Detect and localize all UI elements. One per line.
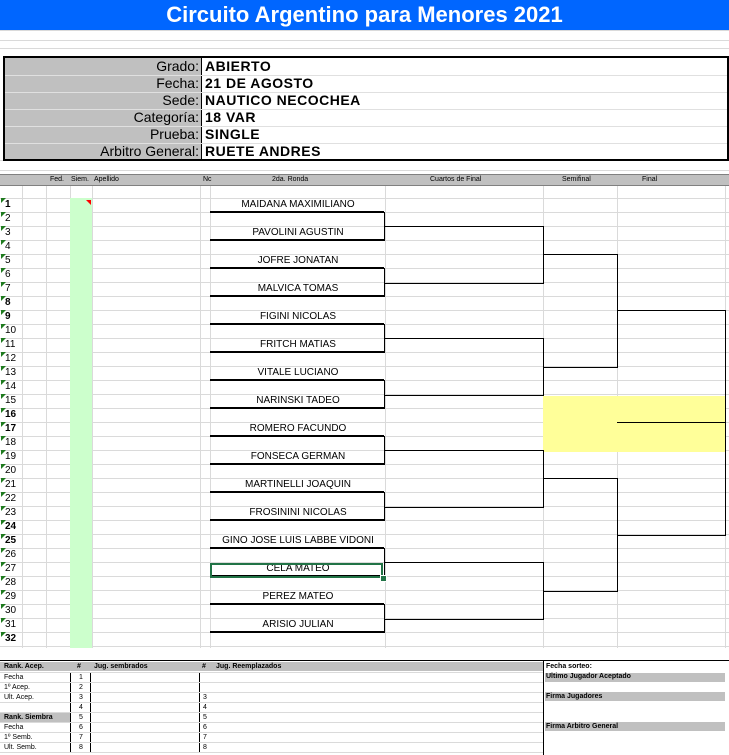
seed-number: 1 [79, 674, 83, 681]
firma-jugadores-label: Firma Jugadores [546, 693, 603, 700]
seed-number: 6 [79, 724, 83, 731]
jug-reemplazados-label: Jug. Reemplazados [216, 663, 282, 670]
row-number: 16 [5, 409, 17, 420]
seed-number: 2 [79, 684, 83, 691]
row-number: 14 [5, 381, 17, 392]
seed-column [70, 198, 92, 648]
firma-arbitro-label: Firma Arbitro General [546, 723, 619, 730]
row-number: 27 [5, 563, 17, 574]
second-round-player[interactable]: FRITCH MATIAS [260, 339, 336, 350]
gridline [0, 40, 729, 41]
bottom-gridline [0, 702, 543, 703]
info-label: Categoría: [133, 109, 199, 125]
second-round-player[interactable]: JOFRE JONATAN [257, 255, 339, 266]
col-header-siem: Siem. [71, 176, 89, 183]
info-value: SINGLE [205, 126, 261, 142]
bottom-gridline [0, 682, 543, 683]
bottom-vline-4 [543, 661, 544, 755]
semi-bracket [543, 254, 618, 368]
info-label: Arbitro General: [100, 143, 199, 159]
bottom-divider [0, 660, 729, 661]
second-round-player[interactable]: ROMERO FACUNDO [249, 423, 347, 434]
row-number: 29 [5, 591, 17, 602]
row-number: 12 [5, 353, 17, 364]
champion-line [617, 422, 725, 423]
quarter-bracket [384, 338, 544, 396]
round2-bracket [210, 268, 385, 297]
gridline [46, 184, 47, 648]
row-number: 23 [5, 507, 17, 518]
second-round-player[interactable]: VITALE LUCIANO [257, 367, 339, 378]
row-number: 1 [5, 199, 11, 210]
row-number: 13 [5, 367, 17, 378]
second-round-player[interactable]: ARISIO JULIAN [262, 619, 334, 630]
info-label: Grado: [156, 58, 199, 74]
tournament-title: Circuito Argentino para Menores 2021 [0, 0, 729, 31]
col-header-nc: Nc [203, 176, 212, 183]
info-value: 21 DE AGOSTO [205, 75, 314, 91]
gridline [0, 48, 729, 49]
row-number: 9 [5, 311, 11, 322]
seed-number: 4 [79, 704, 83, 711]
replace-number: 4 [203, 704, 207, 711]
row-number: 22 [5, 493, 17, 504]
row-number: 4 [5, 241, 11, 252]
row-number: 20 [5, 465, 17, 476]
replace-number: 7 [203, 734, 207, 741]
seed-number: 3 [79, 694, 83, 701]
info-row-fecha[interactable] [5, 75, 727, 93]
bottom-gridline [0, 742, 543, 743]
rank-siembra-label: Rank. Siembra [4, 714, 53, 721]
row-number: 8 [5, 297, 11, 308]
gridline [0, 170, 729, 171]
seed-number: 8 [79, 744, 83, 751]
info-row-sede[interactable] [5, 92, 727, 110]
row-number: 31 [5, 619, 17, 630]
second-round-player[interactable]: MALVICA TOMAS [257, 283, 339, 294]
round2-bracket [210, 604, 385, 633]
bottom-gridline [0, 672, 543, 673]
info-row-prueba[interactable] [5, 126, 727, 144]
row-number: 19 [5, 451, 17, 462]
row-number: 11 [5, 339, 16, 350]
row-number: 17 [5, 423, 17, 434]
quarter-bracket [384, 226, 544, 284]
second-round-player[interactable]: PAVOLINI AGUSTIN [252, 227, 344, 238]
ult-semb-label: Ult. Semb. [4, 744, 37, 751]
hash-label-2: # [202, 663, 206, 670]
info-label: Fecha: [156, 75, 199, 91]
primer-acep-label: 1º Acep. [4, 684, 30, 691]
second-round-player[interactable]: MARTINELLI JOAQUIN [245, 479, 351, 490]
ult-acep-label: Ult. Acep. [4, 694, 34, 701]
bottom-gridline [0, 752, 543, 753]
second-round-player[interactable]: GINO JOSE LUIS LABBE VIDONI [222, 535, 374, 546]
replace-number: 6 [203, 724, 207, 731]
row-number: 5 [5, 255, 11, 266]
final-bracket [617, 310, 726, 536]
gridline [200, 184, 201, 648]
quarter-bracket [384, 562, 544, 620]
row-number: 6 [5, 269, 11, 280]
info-value: NAUTICO NECOCHEA [205, 92, 361, 108]
gridline [92, 184, 93, 648]
info-label: Sede: [162, 92, 199, 108]
info-row-arbitro[interactable] [5, 143, 727, 160]
row-number: 24 [5, 521, 17, 532]
row-number: 2 [5, 213, 11, 224]
gridline [0, 30, 729, 31]
second-round-player[interactable]: FONSECA GERMAN [250, 451, 346, 462]
round2-bracket [210, 492, 385, 521]
selected-cell[interactable] [210, 563, 383, 578]
hash-label: # [77, 663, 81, 670]
col-header-final: Final [642, 176, 658, 183]
info-row-grado[interactable] [5, 58, 727, 76]
fecha-acep-label: Fecha [4, 674, 24, 681]
round2-bracket [210, 212, 385, 241]
round2-bracket [210, 324, 385, 353]
col-header-2da-ronda: 2da. Ronda [272, 176, 309, 183]
info-value: RUETE ANDRES [205, 143, 321, 159]
bottom-gridline [0, 732, 543, 733]
replace-number: 8 [203, 744, 207, 751]
comment-marker [86, 200, 91, 205]
tournament-info-box [3, 56, 729, 161]
info-value: 18 VAR [205, 109, 256, 125]
row-number: 21 [5, 479, 17, 490]
bottom-gridline [0, 722, 543, 723]
col-header-apellido: Apellido [94, 176, 119, 183]
replace-number: 3 [203, 694, 207, 701]
second-round-player[interactable]: MAIDANA MAXIMILIANO [241, 199, 355, 210]
gridline [0, 646, 729, 647]
second-round-player[interactable]: NARINSKI TADEO [256, 395, 340, 406]
rank-acep-label: Rank. Acep. [4, 663, 44, 670]
fecha-sorteo-label: Fecha sorteo: [546, 663, 592, 670]
row-number: 25 [5, 535, 17, 546]
replace-number: 5 [203, 714, 207, 721]
round2-bracket [210, 436, 385, 465]
second-round-player[interactable]: FROSININI NICOLAS [249, 507, 347, 518]
row-number: 28 [5, 577, 17, 588]
col-header-fed: Fed. [50, 176, 65, 183]
quarter-bracket [384, 450, 544, 508]
col-header-cuartos: Cuartos de Final [430, 176, 482, 183]
second-round-player[interactable]: FIGINI NICOLAS [259, 311, 337, 322]
row-number: 3 [5, 227, 11, 238]
row-number: 10 [5, 325, 17, 336]
info-value: ABIERTO [205, 58, 272, 74]
jug-sembrados-label: Jug. sembrados [94, 663, 148, 670]
draw-column-header [0, 174, 729, 186]
semi-bracket [543, 478, 618, 592]
seed-number: 7 [79, 734, 83, 741]
row-number: 18 [5, 437, 17, 448]
ultimo-jugador-label: Ultimo Jugador Aceptado [546, 673, 631, 680]
info-row-categoria[interactable] [5, 109, 727, 127]
primer-semb-label: 1º Semb. [4, 734, 33, 741]
second-round-player[interactable]: CELA MATEO [266, 563, 330, 574]
gridline [210, 184, 211, 648]
row-number: 26 [5, 549, 17, 560]
row-number: 15 [5, 395, 17, 406]
row-number: 32 [5, 633, 17, 644]
row-number: 7 [5, 283, 11, 294]
col-header-semifinal: Semifinal [562, 176, 591, 183]
round2-bracket [210, 380, 385, 409]
second-round-player[interactable]: PEREZ MATEO [262, 591, 334, 602]
seed-number: 5 [79, 714, 83, 721]
bottom-gridline [0, 692, 543, 693]
info-label: Prueba: [149, 126, 199, 142]
row-number: 30 [5, 605, 17, 616]
fecha-semb-label: Fecha [4, 724, 24, 731]
bottom-gridline [0, 712, 543, 713]
fill-handle[interactable] [380, 575, 387, 582]
